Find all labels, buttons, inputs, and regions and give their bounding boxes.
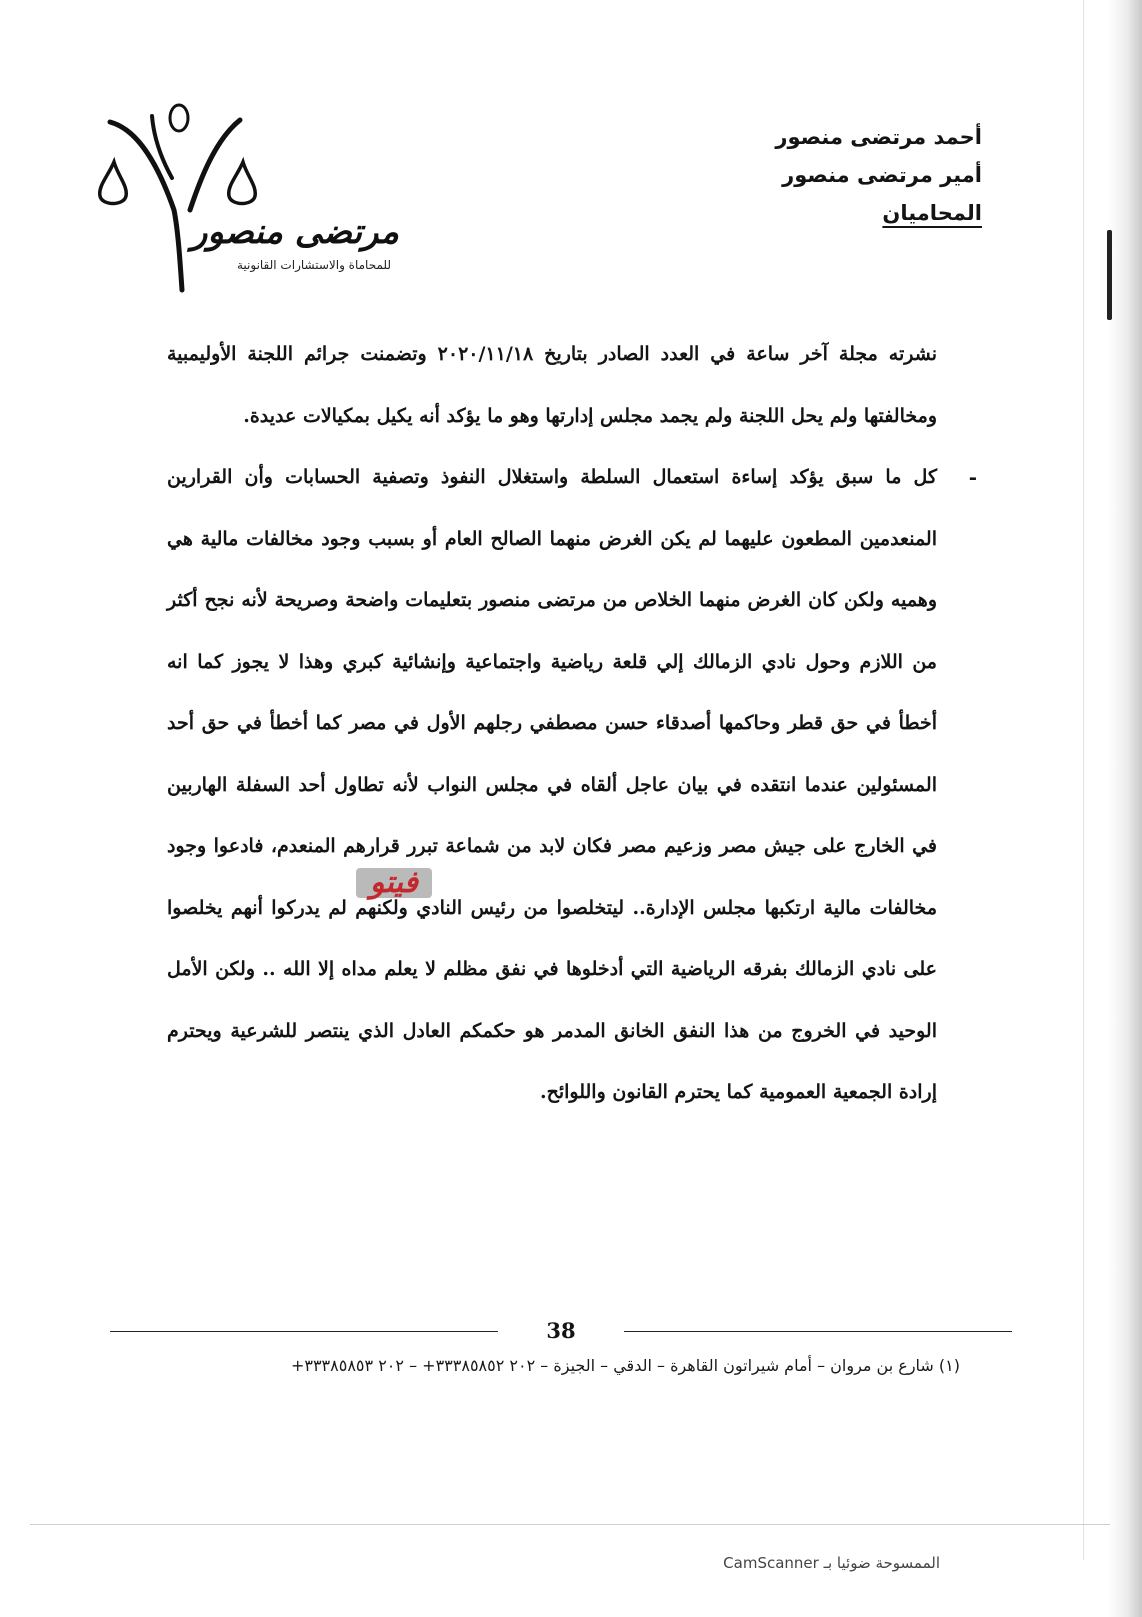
- binding-mark: [1107, 230, 1112, 320]
- lawyer-name-1: أحمد مرتضى منصور: [775, 125, 982, 149]
- page-fold-line: [1083, 0, 1084, 1560]
- camscanner-mark: الممسوحة ضوئيا بـ CamScanner: [723, 1554, 940, 1572]
- vetogate-watermark: فيتو: [350, 862, 438, 904]
- footer-address: (١) شارع بن مروان – أمام شيراتون القاهرة – الدقي – الجيزة – ٢٠٢ ٣٣٣٨٥٨٥٢+ – ٢٠٢ ٣٣٣٨٥٨٥٣+: [290, 1356, 960, 1375]
- page-number: 38: [546, 1318, 576, 1343]
- lawyers-title-text: المحاميان: [882, 201, 982, 225]
- bullet-dash: -: [968, 465, 977, 489]
- logo-firm-name: مرتضى منصور: [190, 212, 400, 252]
- logo-tagline: للمحاماة والاستشارات القانونية: [236, 258, 392, 272]
- scanner-divider: [30, 1524, 1110, 1525]
- document-body: [167, 324, 977, 1124]
- paragraph-2-text: كل ما سبق يؤكد إساءة استعمال السلطة واستغلال النفوذ وتصفية الحسابات وأن القرارين المنعدمين المطعون عليهما لم يكن الغرض منهما الصالح العام أو بسبب وجود مخالفات مالية هي وهميه ولكن كان الغرض منهما الخلاص من مرتضى منصور بتعليمات واضحة وصريحة لأنه نجح أكثر من اللازم وحول نادي الزمالك إلي قلعة رياضية واجتماعية وإنشائية كبري وهذا لا يجوز كما انه أخطأ في حق قطر وحاكمها أصدقاء حسن مصطفي رجلهم الأول في مصر كما أخطأ في حق أحد المسئولين عندما انتقده في بيان عاجل ألقاه في مجلس النواب لأنه تطاول أحد السفلة الهاربين في الخارج على جيش مصر وزعيم مصر فكان لابد من شماعة تبرر قرارهم المنعدم، فادعوا وجود مخالفات مالية ارتكبها مجلس الإدارة.. ليتخلصوا من رئيس النادي ولكنهم لم يدركوا أنهم يخلصوا على نادي الزمالك بفرقه الرياضية التي أدخلوها في نفق مظلم لا يعلم مداه إلا الله .. ولكن الأمل الوحيد في الخروج من هذا النفق الخانق المدمر هو حكمكم العادل الذي ينتصر للشرعية ويحترم إرادة الجمعية العمومية كما يحترم القانون واللوائح.: [167, 466, 938, 1103]
- footer-rule-right: [624, 1331, 1012, 1332]
- paragraph-1: نشرته مجلة آخر ساعة في العدد الصادر بتاريخ ٢٠٢٠/١١/١٨ وتضمنت جرائم اللجنة الأوليمبية ومخالفتها ولم يحل اللجنة ولم يجمد مجلس إدارتها وهو ما يؤكد أنه يكيل بمكيالات عديدة.: [167, 343, 937, 427]
- footer-rule-left: [110, 1331, 498, 1332]
- scan-page-edge: [1108, 0, 1142, 1617]
- firm-logo: [90, 100, 430, 300]
- lawyer-name-2: أمير مرتضى منصور: [782, 163, 982, 187]
- paragraph-2: [167, 447, 977, 1124]
- lawyers-header: [722, 118, 982, 232]
- lawyers-title: [722, 194, 982, 232]
